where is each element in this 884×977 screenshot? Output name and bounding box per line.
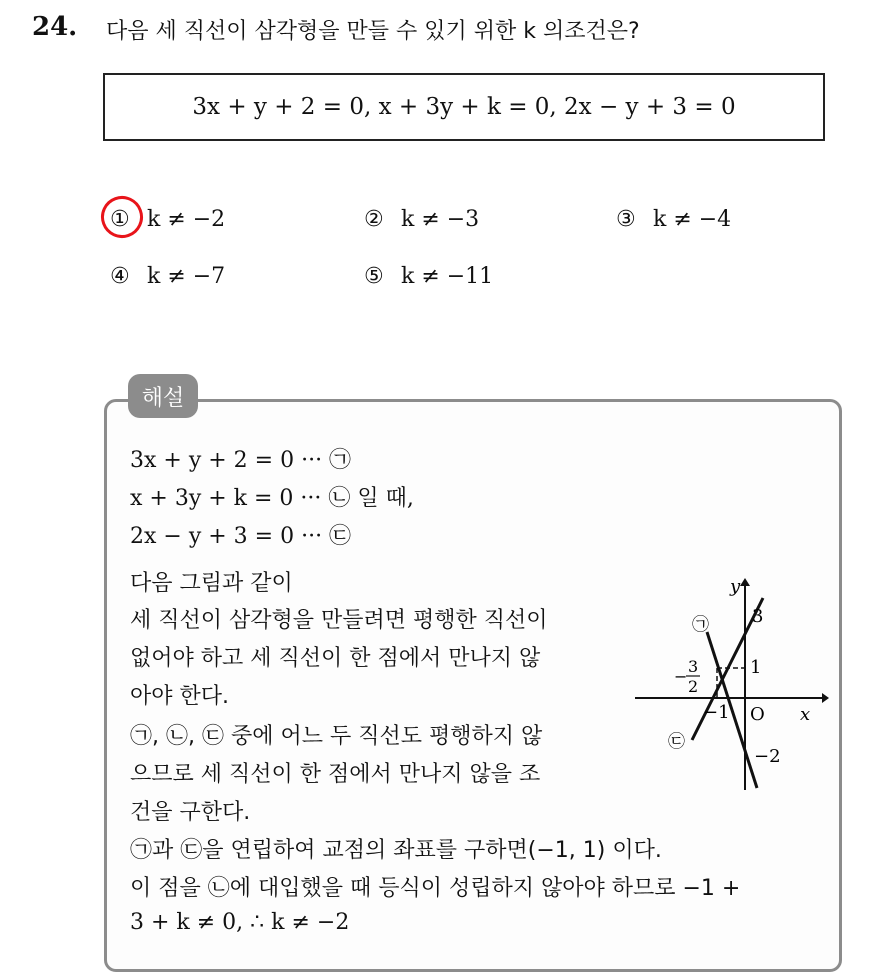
fraction-denominator: 2: [688, 677, 699, 696]
choice-5-number: ⑤: [364, 264, 384, 289]
solution-line-12: 이 점을 ㉡에 대입했을 때 등식이 성립하지 않아야 하므로 −1 +: [130, 876, 741, 901]
question-number: 24.: [32, 12, 78, 42]
line-3-label: ㉢: [668, 732, 685, 752]
solution-line-7: 아야 한다.: [130, 684, 229, 709]
solution-graph: [630, 570, 830, 795]
choice-4-number: ④: [110, 264, 130, 289]
line-1-label: ㉠: [692, 615, 709, 635]
solution-line-5: 세 직선이 삼각형을 만들려면 평행한 직선이: [130, 608, 548, 633]
fraction-numerator: 3: [688, 657, 699, 676]
solution-line-13: 3 + k ≠ 0, ∴ k ≠ −2: [130, 910, 350, 935]
solution-line-4: 다음 그림과 같이: [130, 571, 293, 596]
x-value-neg1-label: −1: [703, 702, 730, 723]
solution-title: 해설: [141, 385, 185, 411]
solution-line-10: 건을 구한다.: [130, 800, 251, 825]
choice-2[interactable]: [364, 207, 479, 232]
choice-3-text: k ≠ −4: [653, 207, 732, 232]
choice-5[interactable]: [364, 264, 493, 289]
y-axis-label: y: [730, 576, 741, 597]
equations-text: 3x + y + 2 = 0, x + 3y + k = 0, 2x − y + 3 = 0: [192, 94, 736, 120]
choice-3-number: ③: [616, 207, 636, 232]
solution-line-9: 으므로 세 직선이 한 점에서 만나지 않을 조: [130, 762, 541, 787]
answer-circle-mark: [95, 190, 149, 244]
choice-2-text: k ≠ −3: [401, 207, 480, 232]
solution-tab: [128, 374, 198, 418]
fraction-sign: −: [674, 667, 688, 686]
solution-line-3: 2x − y + 3 = 0 ··· ㉢: [130, 524, 352, 549]
choice-4-text: k ≠ −7: [147, 264, 226, 289]
choice-4[interactable]: [110, 264, 225, 289]
solution-line-2: x + 3y + k = 0 ··· ㉡ 일 때,: [130, 486, 414, 511]
choice-5-text: k ≠ −11: [401, 264, 494, 289]
y-axis-arrow: [740, 578, 750, 586]
origin-label: O: [750, 704, 765, 725]
solution-line-1: 3x + y + 2 = 0 ··· ㉠: [130, 448, 352, 473]
solution-line-11: ㉠과 ㉢을 연립하여 교점의 좌표를 구하면(−1, 1) 이다.: [130, 838, 662, 863]
y-intercept-neg2-label: −2: [754, 746, 781, 767]
x-axis-arrow: [822, 693, 829, 703]
equation-box: [103, 73, 825, 141]
x-axis-label: x: [800, 704, 811, 725]
y-value-1-label: 1: [750, 657, 762, 678]
question-text: 다음 세 직선이 삼각형을 만들 수 있기 위한 k 의조건은?: [106, 19, 640, 44]
y-intercept-3-label: 3: [752, 606, 764, 627]
choice-1-text: k ≠ −2: [147, 207, 226, 232]
choice-2-number: ②: [364, 207, 384, 232]
choice-3[interactable]: [616, 207, 731, 232]
choice-1-number: ①: [110, 207, 130, 232]
solution-line-6: 없어야 하고 세 직선이 한 점에서 만나지 않: [130, 646, 541, 671]
solution-line-8: ㉠, ㉡, ㉢ 중에 어느 두 직선도 평행하지 않: [130, 724, 543, 749]
